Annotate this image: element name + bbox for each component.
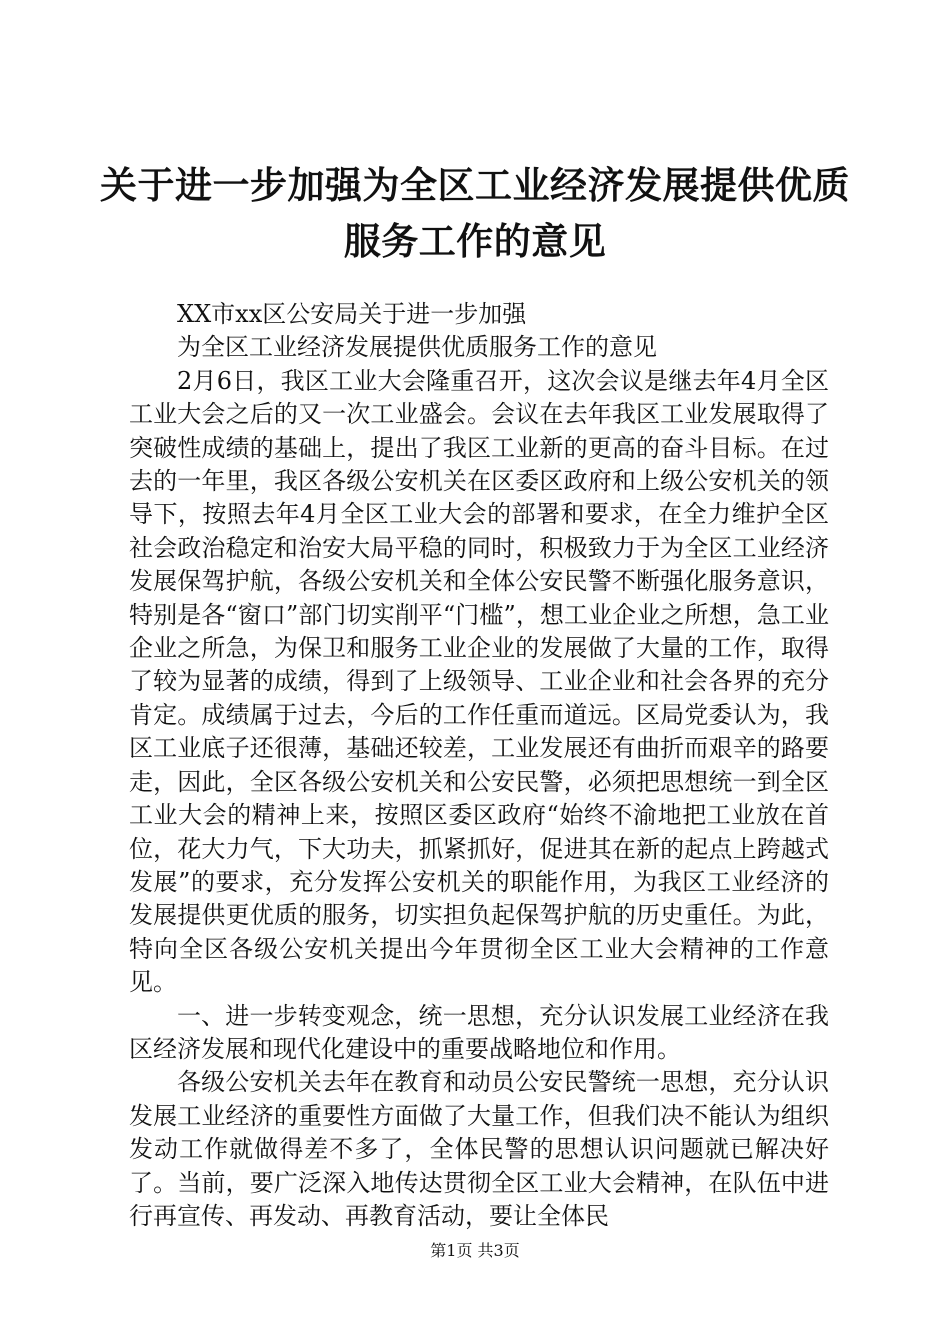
document-body xyxy=(129,298,829,1233)
document-title-line-1: 关于进一步加强为全区工业经济发展提供优质 xyxy=(100,164,850,207)
section-heading: 一、进一步转变观念，统一思想，充分认识发展工业经济在我区经济发展和现代化建设中的重要战略地位和作用。 xyxy=(129,1001,829,1063)
subject-line: 为全区工业经济发展提供优质服务工作的意见 xyxy=(177,333,657,362)
page-footer: 第1页 共3页 xyxy=(430,1241,520,1260)
issuer-line: XX市xx区公安局关于进一步加强 xyxy=(177,300,527,328)
document-title-line-2: 服务工作的意见 xyxy=(343,220,607,263)
body-paragraph: 各级公安机关去年在教育和动员公安民警统一思想，充分认识发展工业经济的重要性方面做了大量工作，但我们决不能认为组织发动工作就做得差不多了，全体民警的思想认识问题就已解决好了。当前，要广泛深入地传达贯彻全区工业大会精神，在队伍中进行再宣传、再发动、再教育活动，要让全体民 xyxy=(129,1068,829,1230)
body-paragraph: 2月6日，我区工业大会隆重召开，这次会议是继去年4月全区工业大会之后的又一次工业盛会。会议在去年我区工业发展取得了突破性成绩的基础上，提出了我区工业新的更高的奋斗目标。在过去的一年里，我区各级公安机关在区委区政府和上级公安机关的领导下，按照去年4月全区工业大会的部署和要求，在全力维护全区社会政治稳定和治安大局平稳的同时，积极致力于为全区工业经济发展保驾护航，各级公安机关和全体公安民警不断强化服务意识，特别是各“窗口”部门切实削平“门槛”，想工业企业之所想，急工业企业之所急，为保卫和服务工业企业的发展做了大量的工作，取得了较为显著的成绩，得到了上级领导、工业企业和社会各界的充分肯定。成绩属于过去，今后的工作任重而道远。区局党委认为，我区工业底子还很薄，基础还较差，工业发展还有曲折而艰辛的路要走，因此，全区各级公安机关和公安民警，必须把思想统一到全区工业大会的精神上来，按照区委区政府“始终不渝地把工业放在首位，花大力气，下大功夫，抓紧抓好，促进其在新的起点上跨越式发展”的要求，充分发挥公安机关的职能作用，为我区工业经济的发展提供更优质的服务，切实担负起保驾护航的历史重任。为此，特向全区各级公安机关提出今年贯彻全区工业大会精神的工作意见。 xyxy=(129,366,829,997)
